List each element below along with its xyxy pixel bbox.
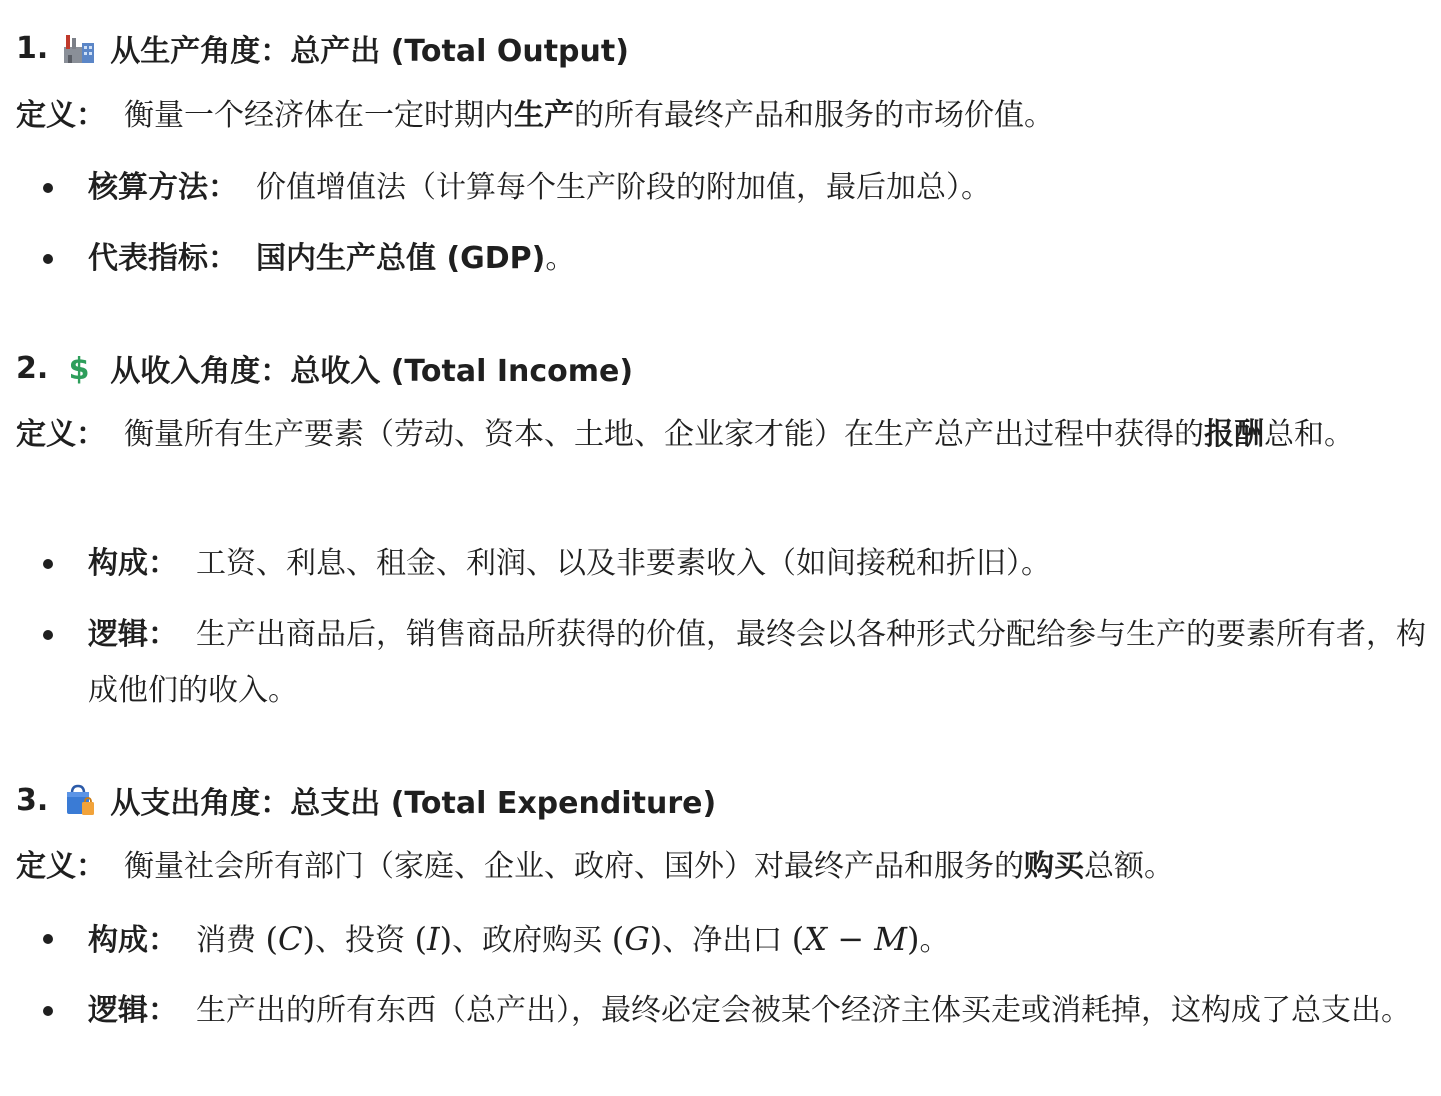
- net-export-label: 、净出口: [662, 923, 783, 958]
- investment-label: 、投资: [315, 923, 405, 958]
- bullet-emphasis: 国内生产总值 (GDP): [256, 241, 546, 276]
- definition-text: 衡量所有生产要素（劳动、资本、土地、企业家才能）在生产总产出过程中获得的: [124, 417, 1204, 452]
- bullet-dot: [43, 559, 53, 569]
- section-title: 从支出角度：总支出 (Total Expenditure): [110, 786, 717, 821]
- definition-paragraph: [16, 407, 1396, 463]
- bullet-dot: [43, 183, 53, 193]
- bullet-text: 生产出的所有东西（总产出），最终必定会被某个经济主体买走或消耗掉，这构成了总支出。: [196, 993, 1411, 1028]
- bullet-label: 逻辑：: [88, 993, 178, 1028]
- bullet-text-end: 。: [919, 923, 950, 958]
- section-heading-expenditure: [16, 780, 716, 820]
- bullet-label: 核算方法：: [88, 170, 238, 205]
- section-number: 3.: [16, 782, 49, 818]
- bullet-dot: [43, 630, 53, 640]
- list-item: [88, 536, 1428, 592]
- definition-emphasis: 报酬: [1204, 417, 1264, 452]
- definition-text-end: 的所有最终产品和服务的市场价值。: [574, 98, 1054, 133]
- section-number: 1.: [16, 30, 49, 66]
- definition-text: 衡量一个经济体在一定时期内: [124, 98, 514, 133]
- section-title: 从生产角度：总产出 (Total Output): [110, 34, 629, 69]
- definition-text-end: 总和。: [1264, 417, 1354, 452]
- bullet-label: 构成：: [88, 923, 178, 958]
- dollar-icon: [62, 351, 96, 385]
- bullet-text: 。: [545, 241, 576, 276]
- bullet-dot: [43, 1006, 53, 1016]
- net-export-symbol: (X − M): [791, 920, 920, 958]
- section-title: 从收入角度：总收入 (Total Income): [110, 354, 634, 389]
- bullet-text: 工资、利息、租金、利润、以及非要素收入（如间接税和折旧）。: [196, 546, 1051, 581]
- government-symbol: (G): [611, 920, 663, 958]
- definition-paragraph: [16, 88, 1396, 144]
- bullet-label: 构成：: [88, 546, 178, 581]
- bullet-label: 代表指标：: [88, 241, 238, 276]
- consumption-symbol: (C): [265, 920, 315, 958]
- definition-emphasis: 购买: [1024, 849, 1084, 884]
- factory-icon: [62, 31, 96, 65]
- list-item: [88, 160, 1428, 216]
- section-heading-income: [16, 348, 633, 388]
- bullet-text: 价值增值法（计算每个生产阶段的附加值，最后加总）。: [256, 170, 991, 205]
- definition-label: 定义：: [16, 98, 106, 133]
- list-item: [88, 983, 1428, 1039]
- svg-text:$: $: [68, 352, 90, 385]
- bullet-dot: [43, 254, 53, 264]
- list-item: [88, 231, 1428, 287]
- definition-text-end: 总额。: [1084, 849, 1174, 884]
- definition-text: 衡量社会所有部门（家庭、企业、政府、国外）对最终产品和服务的: [124, 849, 1024, 884]
- definition-label: 定义：: [16, 417, 106, 452]
- government-label: 、政府购买: [452, 923, 603, 958]
- list-item: [88, 607, 1428, 719]
- bullet-text: 生产出商品后，销售商品所获得的价值，最终会以各种形式分配给参与生产的要素所有者，构成他们的收入。: [88, 617, 1426, 708]
- section-heading-output: [16, 28, 629, 68]
- bullet-label: 逻辑：: [88, 617, 178, 652]
- consumption-label: 消费: [196, 923, 256, 958]
- section-number: 2.: [16, 350, 49, 386]
- list-item: [88, 911, 1428, 969]
- definition-paragraph: [16, 839, 1396, 895]
- definition-label: 定义：: [16, 849, 106, 884]
- investment-symbol: (I): [414, 920, 453, 958]
- bullet-dot: [43, 934, 53, 944]
- shopping-bag-icon: [62, 783, 96, 817]
- definition-emphasis: 生产: [514, 98, 574, 133]
